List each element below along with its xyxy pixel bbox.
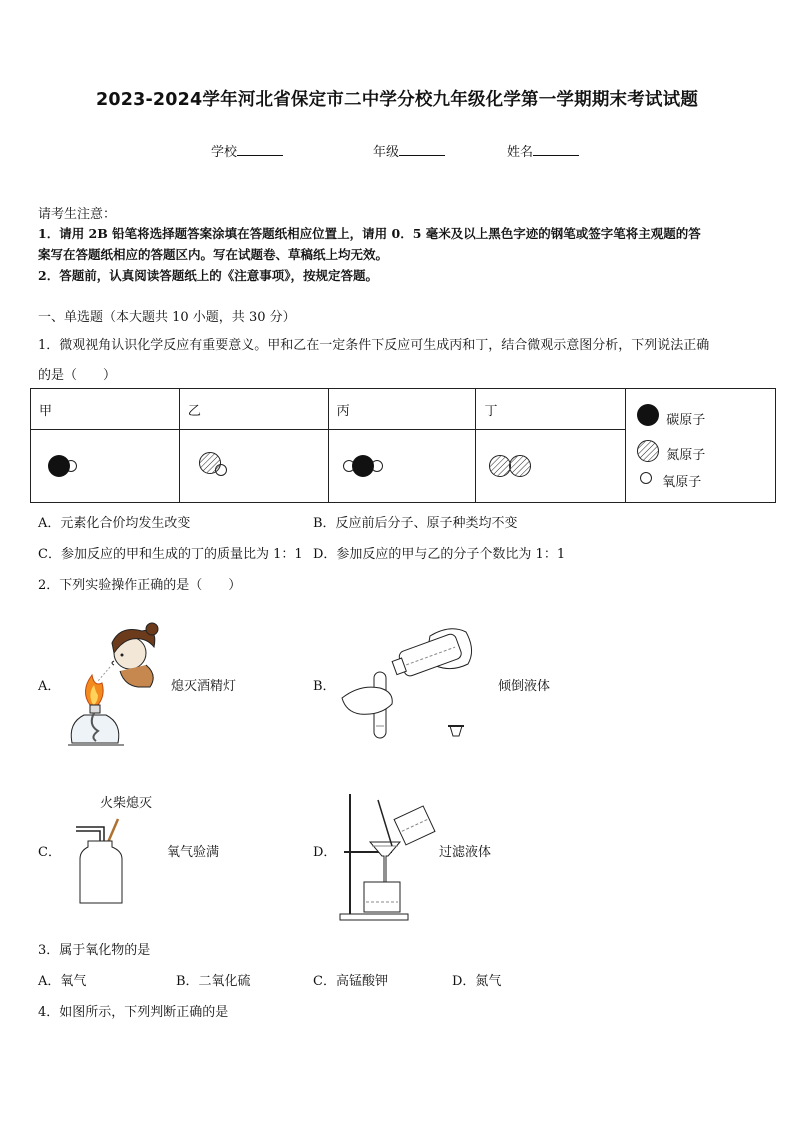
legend-cell	[626, 389, 776, 503]
name-field[interactable]	[507, 141, 579, 160]
legend-carbon: 碳原子	[666, 413, 706, 428]
page-title: 2023-2024学年河北省保定市二中学分校九年级化学第一学期期末考试试题	[95, 90, 699, 110]
molecule-yi	[179, 430, 328, 503]
header-ding: 丁	[476, 389, 626, 430]
school-label: 学校	[211, 145, 238, 160]
molecule-jia	[31, 430, 180, 503]
no-molecule-icon	[188, 446, 248, 486]
name-blank[interactable]	[533, 143, 579, 156]
school-blank[interactable]	[237, 143, 283, 156]
q2-c-note: 火柴熄灭	[100, 796, 153, 811]
q3-option-c[interactable]: C．高锰酸钾	[313, 974, 388, 989]
oxygen-atom-icon	[639, 471, 655, 487]
header-yi: 乙	[179, 389, 328, 430]
q1-option-d[interactable]: D．参加反应的甲与乙的分子个数比为 1：1	[313, 547, 566, 562]
legend-nitrogen: 氮原子	[666, 448, 706, 463]
notice-item1-line2: 案写在答题纸相应的答题区内。写在试题卷、草稿纸上均无效。	[38, 247, 389, 262]
n2-molecule-icon	[482, 446, 552, 486]
q2-c-caption: 氧气验满	[167, 845, 220, 860]
q2-b-caption: 倾倒液体	[498, 679, 551, 694]
grade-label: 年级	[373, 145, 400, 160]
co2-molecule-icon	[337, 446, 407, 486]
q1-option-a[interactable]: A．元素化合价均发生改变	[38, 516, 191, 531]
q1-stem-line2: 的是（ ）	[38, 368, 117, 383]
legend-oxygen: 氧原子	[662, 475, 702, 490]
q2-d-letter[interactable]: D．	[313, 845, 337, 860]
q4-stem: 4．如图所示，下列判断正确的是	[38, 1005, 229, 1020]
q2-stem: 2．下列实验操作正确的是（ ）	[38, 578, 242, 593]
molecule-bing	[328, 430, 476, 503]
q1-stem-line1: 1．微观视角认识化学反应有重要意义。甲和乙在一定条件下反应可生成丙和丁，结合微观示意图分析，下列说法正确	[38, 338, 710, 353]
q2-c-letter[interactable]: C．	[38, 845, 61, 860]
header-jia: 甲	[31, 389, 180, 430]
carbon-atom-icon	[636, 403, 662, 429]
school-field[interactable]	[211, 141, 283, 160]
oxygen-test-illustration	[70, 815, 130, 907]
q2-b-letter[interactable]: B．	[313, 679, 336, 694]
q2-a-caption: 熄灭酒精灯	[171, 679, 237, 694]
notice-item2: 2．答题前，认真阅读答题纸上的《注意事项》，按规定答题。	[38, 268, 378, 283]
nitrogen-atom-icon	[636, 439, 662, 465]
filtration-illustration	[334, 790, 436, 922]
co-molecule-icon	[39, 446, 99, 486]
q2-a-letter[interactable]: A．	[38, 679, 61, 694]
notice-heading: 请考生注意：	[38, 207, 117, 222]
q1-option-b[interactable]: B．反应前后分子、原子种类均不变	[313, 516, 518, 531]
grade-blank[interactable]	[399, 143, 445, 156]
name-label: 姓名	[507, 145, 534, 160]
notice-item1-line1: 1．请用 2B 铅笔将选择题答案涂填在答题纸相应位置上，请用 0．5 毫米及以上黑色字迹的钢笔或签字笔将主观题的答	[38, 226, 701, 241]
section-heading: 一、单选题（本大题共 10 小题，共 30 分）	[38, 310, 296, 325]
pour-liquid-illustration	[340, 620, 490, 745]
q3-stem: 3．属于氧化物的是	[38, 943, 151, 958]
molecule-ding	[476, 430, 626, 503]
q1-molecule-table	[30, 388, 776, 503]
q2-d-caption: 过滤液体	[439, 845, 492, 860]
header-bing: 丙	[328, 389, 476, 430]
q3-option-d[interactable]: D．氮气	[452, 974, 502, 989]
blow-out-lamp-illustration	[62, 613, 162, 753]
q3-option-b[interactable]: B．二氧化硫	[176, 974, 251, 989]
q1-option-c[interactable]: C．参加反应的甲和生成的丁的质量比为 1：1	[38, 547, 303, 562]
q3-option-a[interactable]: A．氧气	[38, 974, 87, 989]
grade-field[interactable]	[373, 141, 445, 160]
